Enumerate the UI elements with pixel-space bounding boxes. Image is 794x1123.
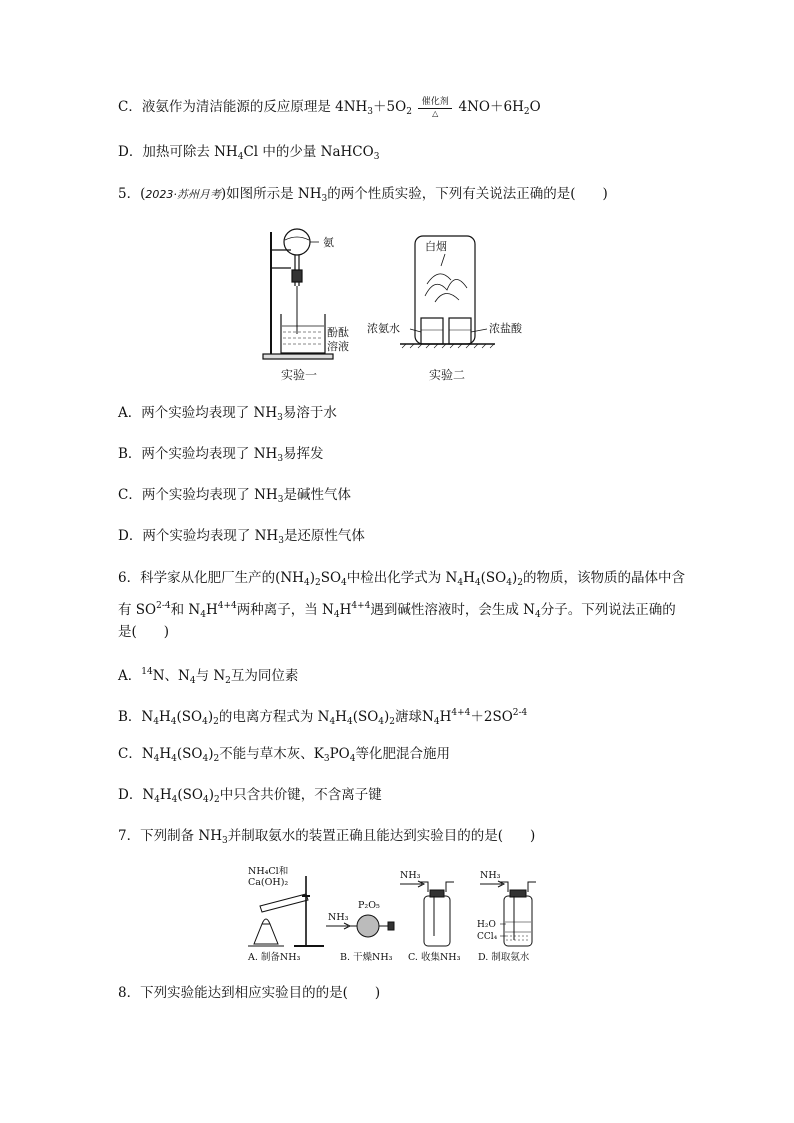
q7-figure (244, 866, 554, 966)
label-white-smoke: 白烟 (425, 240, 447, 253)
q5-option-b: B．两个实验均表现了 $NH_3$易挥发 (118, 446, 324, 464)
q6-option-b: B．$N_4H_4(SO_4)_2$的电离方程式为 $N_4H_4(SO_4)_2$溏球$N_4H^{4+4}+2SO^{2-4}$ (118, 708, 528, 727)
q5-figure (255, 226, 525, 386)
q6-option-d: D．$N_4H_4(SO_4)_2$中只含共价键，不含离子键 (118, 787, 382, 805)
nh3-label-b: NH₃ (328, 912, 349, 923)
reagent-label-2: Ca(OH)₂ (248, 877, 289, 888)
q6-option-c: C．$N_4H_4(SO_4)_2$不能与草木灰、$K_3PO_4$等化肥混合施用 (118, 746, 450, 764)
q6-stem-line2: 有 SO$^{2-4}$和 $N_4H^{4+4}$两种离子，当 $N_4H^{4+4}$遇到碱性溶液时，会生成 $N_4$分子。下列说法正确的 (118, 601, 676, 620)
caption-b: B. 干燥NH₃ (340, 952, 393, 963)
q7-stem: 7．下列制备 $NH_3$并制取氨水的装置正确且能达到实验目的的是( ) (118, 828, 536, 846)
q6-option-a: A．$^{14}$N、$N_4$与 $N_2$互为同位素 (118, 667, 299, 686)
apparatus-c (400, 881, 454, 946)
h2o-label: H₂O (477, 920, 496, 930)
nh3-label-d: NH₃ (480, 870, 501, 881)
q6-stem-line3: 是( ) (118, 624, 170, 640)
nh3-label-c: NH₃ (400, 870, 421, 881)
label-conc-hcl: 浓盐酸 (489, 322, 522, 335)
p2o5-label: P₂O₅ (358, 900, 380, 911)
q8-stem: 8．下列实验能达到相应实验目的的是( ) (118, 985, 381, 1001)
q4-option-c: C．液氨作为清洁能源的反应原理是 $4NH_3+5O_2$ 催化剂 △ $4NO+6H_2O$ (118, 97, 541, 118)
q5-option-a: A．两个实验均表现了 $NH_3$易溶于水 (118, 405, 337, 423)
q5-stem: 5．(2023·苏州月考)如图所示是 $NH_3$的两个性质实验，下列有关说法正确的是( ) (118, 186, 608, 204)
catalyst-arrow: 催化剂 △ (418, 97, 452, 118)
caption-a: A. 制备NH₃ (248, 952, 301, 963)
caption-d: D. 制取氨水 (478, 952, 530, 963)
label-conc-ammonia: 浓氨水 (367, 322, 400, 335)
label-ammonia: 氨 (323, 236, 334, 249)
ccl4-label: CCl₄ (477, 932, 498, 942)
q5-option-d: D．两个实验均表现了 $NH_3$是还原性气体 (118, 528, 365, 546)
q4-option-d: D．加热可除去 $NH_4Cl$ 中的少量 NaHCO$_3$ (118, 144, 380, 162)
caption-c: C. 收集NH₃ (408, 952, 461, 963)
q6-stem-line1: 6．科学家从化肥厂生产的$(NH_4)_2SO_4$中检出化学式为 $N_4H_4(SO_4)_2$的物质，该物质的晶体中含 (118, 570, 685, 588)
q5-option-c: C．两个实验均表现了 $NH_3$是碱性气体 (118, 487, 351, 505)
exp2-caption: 实验二 (429, 368, 466, 382)
label-phenolphthalein-1: 酚酞 (327, 326, 349, 339)
label-phenolphthalein-2: 溶液 (327, 340, 349, 353)
exp2-apparatus (400, 236, 495, 348)
reagent-label-1: NH₄Cl和 (248, 866, 289, 877)
exp1-caption: 实验一 (281, 368, 318, 382)
